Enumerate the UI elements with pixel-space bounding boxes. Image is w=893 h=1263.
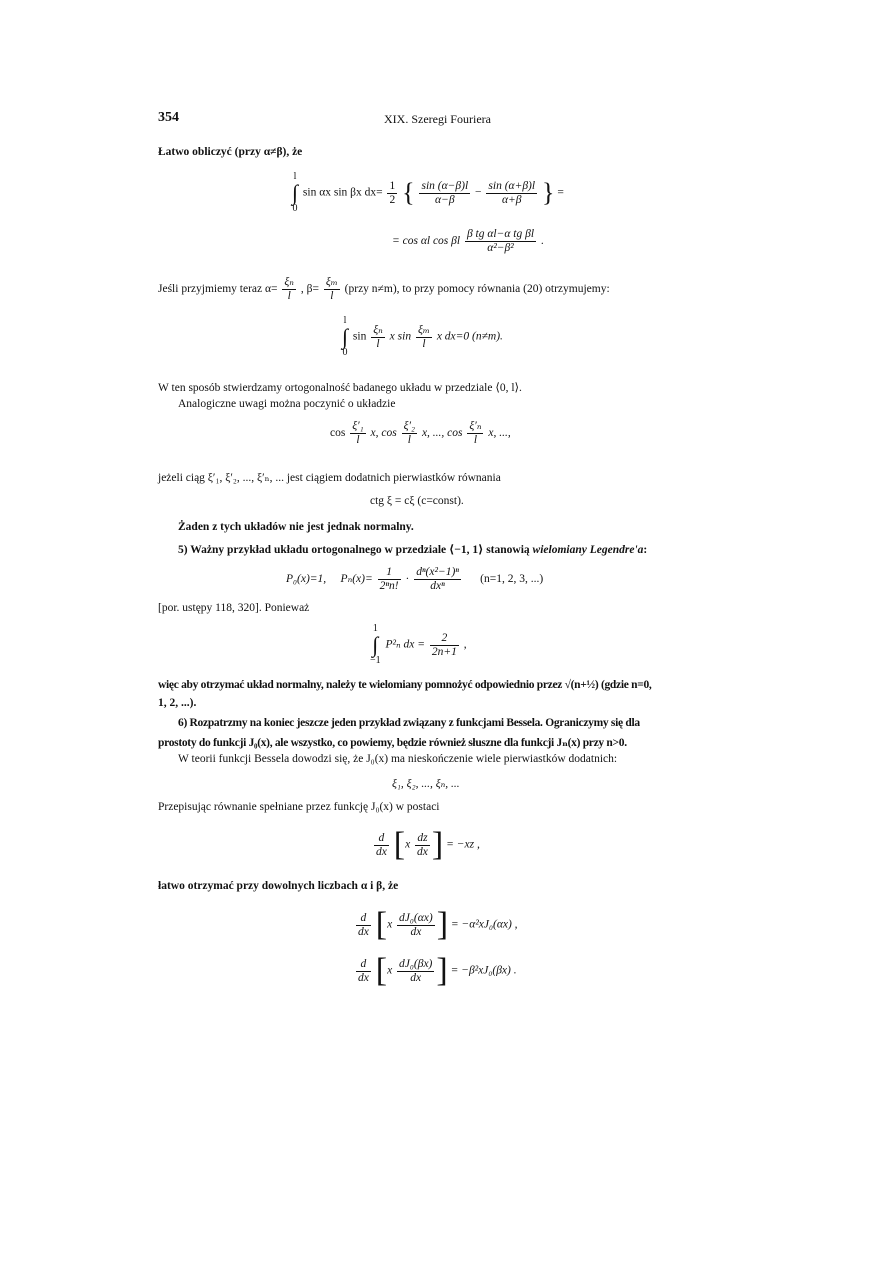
paragraph-substitution: Jeśli przyjmiemy teraz α= $\frac{\text{ξₙ}}{l}$ , β= $\frac{\text{ξₘ}}{l}$ (przy n≠m), to przy pomocy równania (20) otrzymujemy: [158,276,610,302]
paragraph-bessel-roots: W teorii funkcji Bessela dowodzi się, że J₀(x) ma nieskończenie wiele pierwiastków dodatnich: [178,753,618,765]
fraction-xi2: $\frac{\text{ξ′₂}}{l}$ [403,420,416,446]
fraction-xi1: $\frac{\text{ξ′₁}}{l}$ [352,420,364,446]
equation-roots-sequence: ξ₁, ξ₂, ..., ξₙ, ... [392,778,460,790]
fraction-xi-m: $\frac{\text{ξₘ}}{l}$ [325,276,338,302]
page-number: 354 [158,110,179,125]
fraction-dj-beta: $\frac{\text{dJ₀(βx)}}{dx}$ [399,957,433,984]
paragraph-legendre: 5) Ważny przykład układu ortogonalnego w przedziale ⟨−1, 1⟩ stanowią wielomiany Legendre'a: [178,544,648,556]
fraction-dz-dx: $\frac{dz}{dx}$ [417,831,428,858]
fraction-d-dx: $\frac{d}{dx}$ [358,957,369,984]
fraction-derivative: $\frac{\text{dⁿ(x²−1)ⁿ}}{\text{dxⁿ}}$ [416,566,459,592]
paragraph-reference: [por. ustępy 118, 320]. Ponieważ [158,602,310,614]
paragraph-rewrite: Przepisując równanie spełniane przez funkcję J₀(x) w postaci [158,801,440,813]
equation-orthogonality: l ∫ 0 sin $\frac{\text{ξₙ}}{l}$ x sin $\frac{\text{ξₘ}}{l}$ x dx=0 (n≠m). [342,315,503,358]
fraction-d-dx: $\frac{d}{dx}$ [358,911,369,938]
integral-sign: l ∫ 0 [292,171,299,214]
fraction-d-dx: $\frac{d}{dx}$ [376,831,387,858]
integral-sign: 1 ∫ −1 [370,623,381,666]
equation-legendre: P₀(x)=1, Pₙ(x)= $\frac{1}{\text{2ⁿn!}}$ · $\frac{\text{dⁿ(x²−1)ⁿ}}{\text{dxⁿ}}$ (n=1, 2, 3, ...) [286,566,544,592]
fraction-tg: $\frac{\text{β tg αl−α tg βl}}{\text{α²−β²}}$ [466,228,535,254]
fraction-sin-sum: $\frac{\sin (\alpha+\beta)l}{\alpha+\beta}$ [488,179,536,206]
paragraph-normalization-end: 1, 2, ...). [158,697,197,709]
paragraph-orthogonality: W ten sposób stwierdzamy ortogonalność badanego układu w przedziale ⟨0, l⟩. [158,382,522,394]
fraction-dj-alpha: $\frac{\text{dJ₀(αx)}}{dx}$ [399,911,433,938]
fraction-xi-m: $\frac{\text{ξₘ}}{l}$ [417,323,430,350]
fraction-xi-n: $\frac{\text{ξₙ}}{l}$ [373,323,383,350]
equation-bessel-beta: $\frac{d}{dx}$ [x $\frac{\text{dJ₀(βx)}}{dx}$ ] = −β²xJ₀(βx) . [358,952,517,989]
equation-integral-sin: l ∫ 0 sin αx sin βx dx= $\frac{1}{2}$ { $\frac{\sin (\alpha-\beta)l}{\alpha-\beta}$ − $\frac{\sin (\alpha+\beta)l}{\alpha+\beta}$ } = [292,171,564,214]
paragraph-roots: jeżeli ciąg ξ′₁, ξ′₂, ..., ξ′ₙ, ... jest ciągiem dodatnich pierwiastków równania [158,472,501,484]
paragraph-normalization: więc aby otrzymać układ normalny, należy te wielomiany pomnożyć odpowiednio przez √(n+½) (gdzie n=0, [158,679,652,691]
running-title: XIX. Szeregi Fouriera [384,112,491,126]
paragraph-analogous: Analogiczne uwagi można poczynić o układzie [178,398,396,410]
paragraph-easy: łatwo otrzymać przy dowolnych liczbach α i β, że [158,880,399,892]
equation-cos-system: cos $\frac{\text{ξ′₁}}{l}$ x, cos $\frac{\text{ξ′₂}}{l}$ x, ..., cos $\frac{\text{ξ′ₙ}}{l}$ x, ..., [330,420,511,446]
fraction-coefficient: $\frac{1}{\text{2ⁿn!}}$ [379,566,399,592]
fraction-xin: $\frac{\text{ξ′ₙ}}{l}$ [469,420,482,446]
fraction-half: $\frac{1}{2}$ [389,179,396,206]
equation-bessel-form: $\frac{d}{dx}$ [x $\frac{dz}{dx}$ ] = −xz , [376,826,480,863]
fraction-norm: $\frac{2}{2n+1}$ [431,631,457,658]
fraction-sin-diff: $\frac{\sin (\alpha-\beta)l}{\alpha-\beta}$ [421,179,469,206]
paragraph-bessel-cont: prostoty do funkcji J₀(x), ale wszystko, co powiemy, będzie również słuszne dla funkcji Jₙ(x) przy n>0. [158,737,627,749]
integral-sign: l ∫ 0 [342,315,349,358]
paragraph-intro: Łatwo obliczyć (przy α≠β), że [158,146,303,158]
equation-result-cos: = cos αl cos βl $\frac{\text{β tg αl−α tg βl}}{\text{α²−β²}}$ . [392,228,544,254]
fraction-xi-n: $\frac{\text{ξₙ}}{l}$ [284,276,294,302]
paragraph-not-normal: Żaden z tych układów nie jest jednak normalny. [178,521,414,533]
equation-ctg: ctg ξ = cξ (c=const). [370,495,464,507]
equation-bessel-alpha: $\frac{d}{dx}$ [x $\frac{\text{dJ₀(αx)}}{dx}$ ] = −α²xJ₀(αx) , [358,906,518,943]
paragraph-bessel: 6) Rozpatrzmy na koniec jeszcze jeden przykład związany z funkcjami Bessela. Ograniczymy się dla [178,717,640,729]
equation-norm: 1 ∫ −1 P²ₙ dx = $\frac{2}{2n+1}$ , [370,623,467,666]
